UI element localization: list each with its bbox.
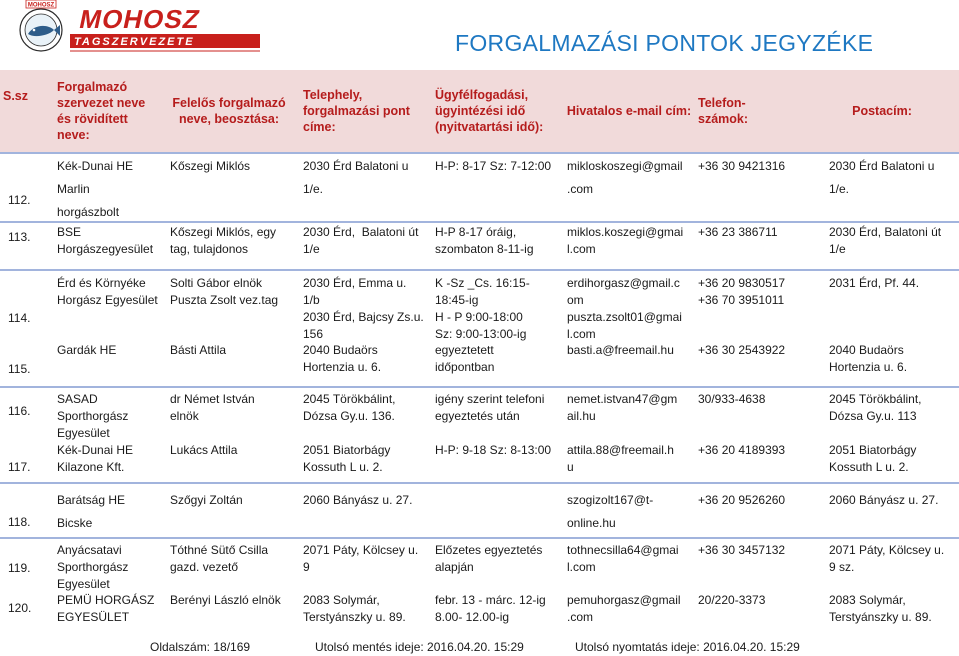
cell-hours: igény szerint telefoni egyeztetés után (435, 392, 545, 423)
table-header (0, 70, 959, 152)
cell-postal: 2060 Bányász u. 27. (829, 493, 939, 507)
cell-phone: 20/220-3373 (698, 593, 766, 607)
cell-site: 2083 Solymár, Terstyánszky u. 89. (303, 593, 406, 624)
cell-phone: +36 20 4189393 (698, 443, 786, 457)
logo-wordmark: MOHOSZ (76, 4, 204, 34)
col-header-phone: Telefon- számok: (698, 95, 749, 126)
cell-email[interactable]: basti.a@freemail.hu (567, 343, 674, 357)
cell-site: 2060 Bányász u. 27. (303, 493, 413, 507)
cell-hours: H-P: 9-18 Sz: 8-13:00 (435, 443, 552, 457)
cell-postal: 2030 Érd, Balatoni út 1/e (829, 225, 942, 256)
cell-postal: 2083 Solymár, Terstyánszky u. 89. (829, 593, 932, 624)
cell-email[interactable]: erdihorgasz@gmail.c om puszta.zsolt01@gmai l.com (567, 276, 682, 341)
cell-org: PEMÜ HORGÁSZ EGYESÜLET (57, 593, 155, 624)
row-number: 116. (8, 404, 31, 418)
row-divider (0, 482, 959, 484)
row-number: 118. (8, 515, 31, 529)
cell-hours: H-P: 8-17 Sz: 7-12:00 (435, 159, 552, 173)
cell-org: Anyácsatavi Sporthorgász Egyesület (57, 543, 129, 591)
col-header-responsible: Felelős forgalmazó neve, beosztása: (172, 95, 286, 126)
cell-org: Kék-Dunai HE Marlin horgászbolt (57, 159, 134, 219)
cell-postal: 2040 Budaörs Hortenzia u. 6. (829, 343, 908, 374)
footer-saved-time: Utolsó mentés ideje: 2016.04.20. 15:29 (315, 640, 524, 654)
cell-phone: +36 30 3457132 (698, 543, 786, 557)
cell-hours: Előzetes egyeztetés alapján (435, 543, 543, 574)
row-number: 119. (8, 561, 31, 575)
cell-phone: +36 20 9830517 +36 70 3951011 (698, 276, 786, 307)
cell-email[interactable]: mikloskoszegi@gmail .com (567, 159, 683, 196)
cell-site: 2045 Törökbálint, Dózsa Gy.u. 136. (303, 392, 396, 423)
cell-resp: Kőszegi Miklós, egy tag, tulajdonos (170, 225, 277, 256)
cell-postal: 2051 Biatorbágy Kossuth L u. 2. (829, 443, 917, 474)
row-divider (0, 152, 959, 154)
cell-org: Gardák HE (57, 343, 117, 357)
footer-printed-time: Utolsó nyomtatás ideje: 2016.04.20. 15:29 (575, 640, 800, 654)
cell-email[interactable]: pemuhorgasz@gmail .com (567, 593, 681, 624)
row-divider (0, 386, 959, 388)
cell-resp: Kőszegi Miklós (170, 159, 251, 173)
cell-postal: 2030 Érd Balatoni u 1/e. (829, 159, 935, 196)
cell-resp: Tóthné Sütő Csilla gazd. vezető (170, 543, 269, 574)
cell-site: 2030 Érd, Balatoni út 1/e (303, 225, 419, 256)
col-header-number: S.sz (3, 89, 29, 103)
cell-resp: Solti Gábor elnök Puszta Zsolt vez.tag (170, 276, 279, 307)
cell-site: 2051 Biatorbágy Kossuth L u. 2. (303, 443, 391, 474)
cell-site: 2030 Érd, Emma u. 1/b 2030 Érd, Bajcsy Zs.u. 156 (303, 276, 424, 341)
cell-resp: Básti Attila (170, 343, 227, 357)
row-number: 120. (8, 601, 32, 615)
cell-phone: +36 30 2543922 (698, 343, 786, 357)
cell-phone: +36 23 386711 (698, 225, 778, 239)
cell-email[interactable]: nemet.istvan47@gm ail.hu (567, 392, 678, 423)
col-header-email: Hivatalos e-mail cím: (566, 103, 692, 118)
cell-site: 2071 Páty, Kölcsey u. 9 (303, 543, 419, 574)
cell-hours: K -Sz _Cs. 16:15- 18:45-ig H - P 9:00-18:00 Sz: 9:00-13:00-ig (435, 276, 530, 341)
cell-org: Kék-Dunai HE Kilazone Kft. (57, 443, 134, 474)
col-header-hours: Ügyfélfogadási, ügyintézési idő (nyitvatartási idő): (435, 87, 544, 135)
col-header-organization: Forgalmazó szervezet neve és rövidített neve: (57, 79, 146, 143)
cell-phone: +36 20 9526260 (698, 493, 786, 507)
row-number: 112. (8, 193, 31, 207)
cell-phone: 30/933-4638 (698, 392, 766, 406)
cell-org: Barátság HE Bicske (57, 493, 126, 530)
row-number: 113. (8, 230, 31, 244)
col-header-site: Telephely, forgalmazási pont címe: (303, 87, 410, 135)
row-divider (0, 269, 959, 271)
cell-site: 2040 Budaörs Hortenzia u. 6. (303, 343, 382, 374)
cell-org: BSE Horgászegyesület (57, 225, 154, 256)
cell-email[interactable]: attila.88@freemail.h u (567, 443, 674, 474)
logo-emblem-text: MOHOSZ (27, 2, 55, 9)
row-number: 115. (8, 362, 31, 376)
page-footer (0, 634, 959, 656)
cell-hours: egyeztetett időpontban (435, 343, 495, 374)
cell-resp: Lukács Attila (170, 443, 238, 457)
cell-resp: Szőgyi Zoltán (170, 493, 243, 507)
cell-email[interactable]: szogizolt167@t- online.hu (567, 493, 654, 530)
cell-email[interactable]: miklos.koszegi@gmai l.com (567, 225, 684, 256)
cell-email[interactable]: tothnecsilla64@gmai l.com (567, 543, 679, 574)
cell-org: Érd és Környéke Horgász Egyesület (57, 276, 158, 307)
cell-postal: 2071 Páty, Kölcsey u. 9 sz. (829, 543, 945, 574)
footer-page-number: Oldalszám: 18/169 (150, 640, 251, 654)
cell-postal: 2031 Érd, Pf. 44. (829, 276, 920, 290)
cell-org: SASAD Sporthorgász Egyesület (57, 392, 129, 440)
cell-resp: dr Német István elnök (170, 392, 255, 423)
cell-postal: 2045 Törökbálint, Dózsa Gy.u. 113 (829, 392, 922, 423)
cell-site: 2030 Érd Balatoni u 1/e. (303, 159, 409, 196)
cell-hours: febr. 13 - márc. 12-ig 8.00- 12.00-ig (435, 593, 546, 624)
col-header-postal: Postacím: (852, 103, 912, 118)
cell-resp: Berényi László elnök (170, 593, 281, 607)
row-divider (0, 537, 959, 539)
row-number: 117. (8, 460, 31, 474)
mohosz-logo (4, 0, 264, 60)
cell-hours: H-P 8-17 óráig, szombaton 8-11-ig (435, 225, 534, 256)
cell-phone: +36 30 9421316 (698, 159, 786, 173)
row-number: 114. (8, 311, 31, 325)
logo-subtitle: TAGSZERVEZETE (74, 36, 195, 48)
page-title: FORGALMAZÁSI PONTOK JEGYZÉKE (455, 30, 874, 56)
